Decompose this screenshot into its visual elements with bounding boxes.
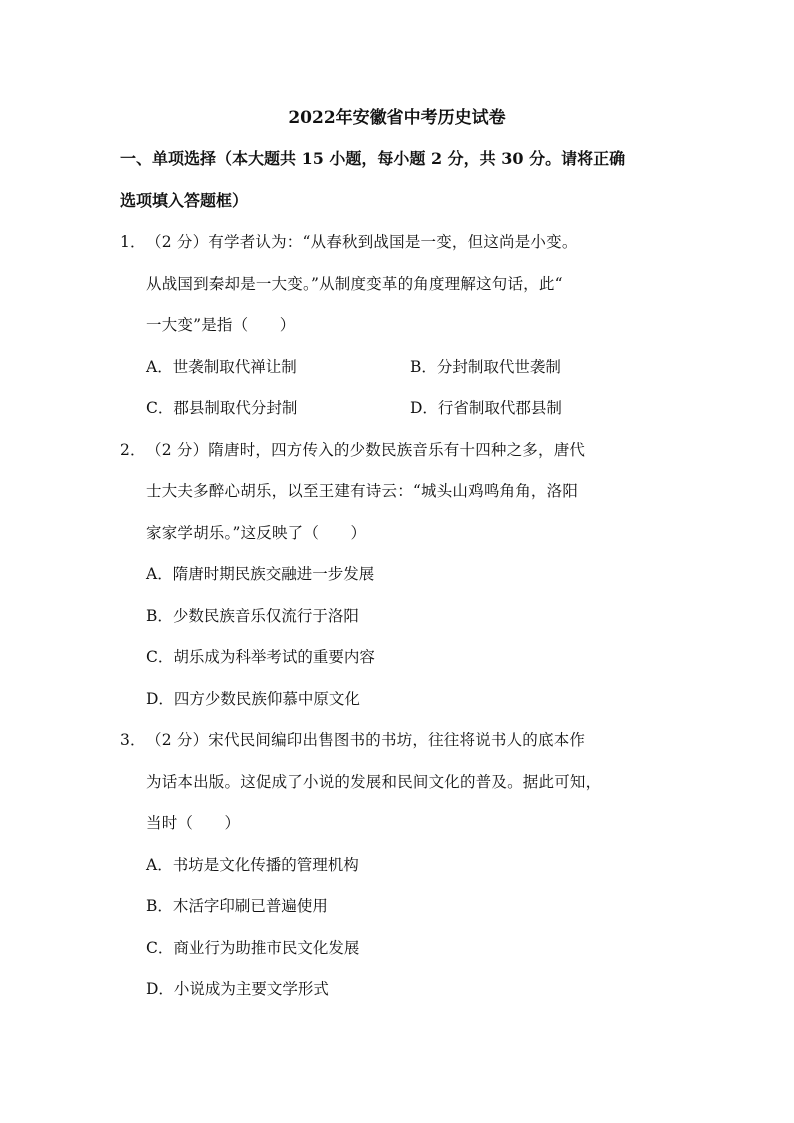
option-b[interactable]: B．少数民族音乐仅流行于洛阳: [146, 606, 359, 625]
option-a[interactable]: A．隋唐时期民族交融进一步发展: [146, 565, 375, 583]
question-stem-line: 当时（ ）: [146, 814, 241, 832]
question-stem-line: [120, 720, 674, 762]
question-stem-line: 士大夫多醉心胡乐，以至王建有诗云：“城头山鸡鸣角角，洛阳: [146, 482, 579, 500]
option-c[interactable]: C．胡乐成为科举考试的重要内容: [146, 648, 375, 666]
question-number: 1．: [120, 233, 146, 251]
question-3: [120, 720, 674, 1011]
question-points: （2 分）: [146, 731, 209, 749]
question-2: [120, 430, 674, 721]
question-stem-line: [120, 222, 674, 264]
option-d[interactable]: D．四方少数民族仰慕中原文化: [146, 689, 360, 708]
question-1: [120, 222, 674, 430]
section-heading-line-2: 选项填入答题框）: [120, 191, 249, 210]
question-stem-line: 从战国到秦却是一大变。”从制度变革的角度理解这句话，此“: [146, 274, 563, 293]
exam-title: 2022年安徽省中考历史试卷: [288, 108, 506, 128]
question-text: 隋唐时，四方传入的少数民族音乐有十四种之多，唐代: [208, 440, 586, 459]
option-row: [120, 388, 674, 430]
option-d[interactable]: D．小说成为主要文学形式: [146, 980, 329, 998]
question-number: 2．: [120, 440, 146, 459]
section-heading: [120, 138, 674, 222]
option-a[interactable]: A．世袭制取代禅让制: [146, 357, 297, 376]
option-d[interactable]: D．行省制取代郡县制: [410, 399, 562, 417]
option-b[interactable]: B．木活字印刷已普遍使用: [146, 897, 328, 915]
option-a[interactable]: A．书坊是文化传播的管理机构: [146, 855, 359, 874]
question-stem-line: [120, 430, 674, 472]
question-text: 有学者认为：“从春秋到战国是一变，但这尚是小变。: [208, 233, 578, 251]
option-b[interactable]: B．分封制取代世袭制: [410, 357, 561, 376]
option-c[interactable]: C．郡县制取代分封制: [146, 399, 298, 417]
section-heading-line-1: 一、单项选择（本大题共 15 小题，每小题 2 分，共 30 分。请将正确: [120, 149, 626, 168]
question-stem-line: 一大变”是指（ ）: [146, 316, 296, 334]
question-stem-line: 家家学胡乐。”这反映了（ ）: [146, 523, 367, 542]
option-c[interactable]: C．商业行为助推市民文化发展: [146, 938, 360, 957]
question-text: 宋代民间编印出售图书的书坊，往往将说书人的底本作: [208, 731, 586, 749]
question-number: 3．: [120, 731, 146, 749]
question-stem-line: 为话本出版。这促成了小说的发展和民间文化的普及。据此可知，: [146, 772, 602, 791]
option-row: [120, 347, 674, 389]
question-points: （2 分）: [146, 440, 209, 459]
question-points: （2 分）: [146, 233, 209, 251]
